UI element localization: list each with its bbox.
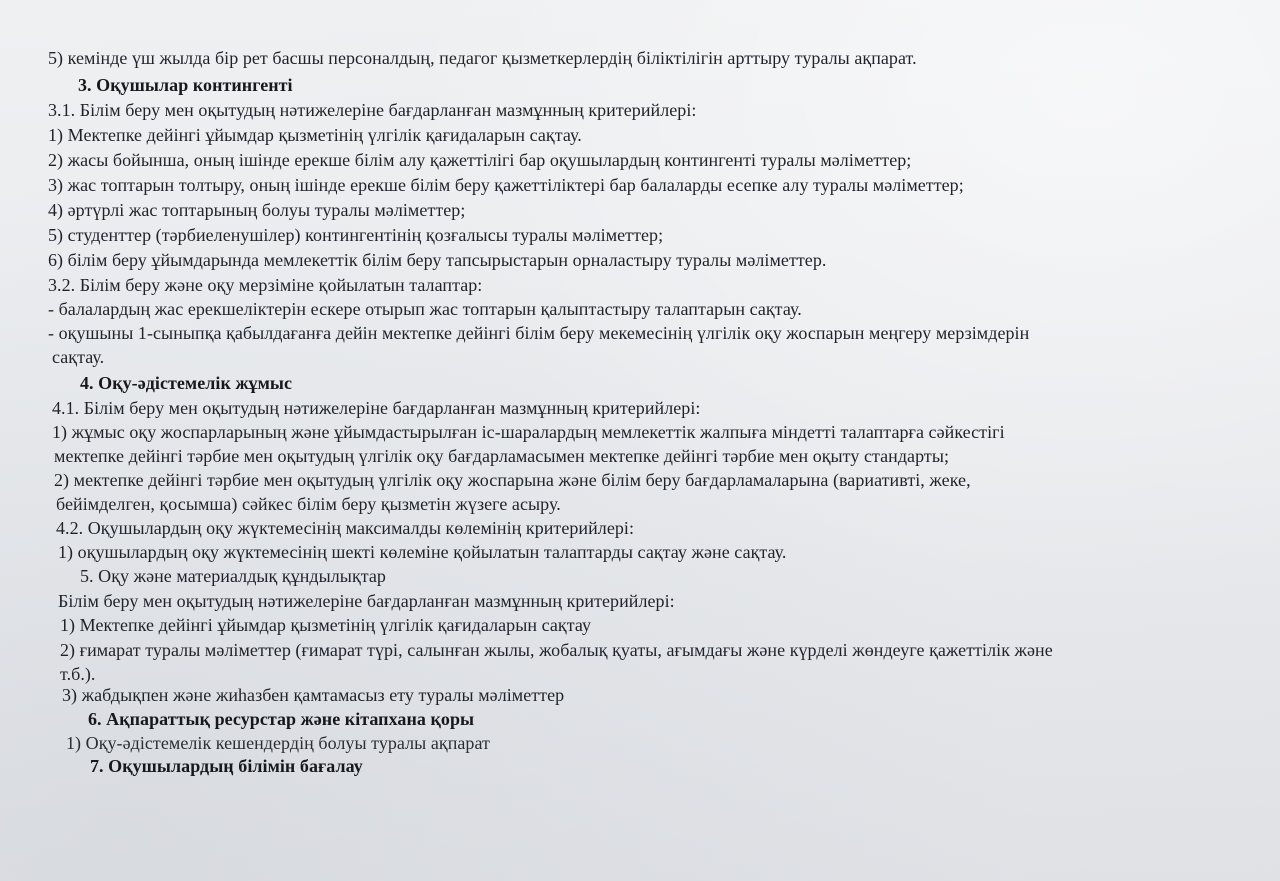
text-line: сақтау. (52, 347, 105, 367)
text-line: 1) оқушылардың оқу жүктемесінің шекті көлеміне қойылатын талаптарды сақтау және сақтау. (58, 542, 787, 562)
section-heading-6: 6. Ақпараттық ресурстар және кітапхана қоры (88, 709, 475, 729)
section-heading-7: 7. Оқушылардың білімін бағалау (90, 756, 363, 776)
text-line: мектепке дейінгі тәрбие мен оқытудың үлгілік оқу бағдарламасымен мектепке дейінгі тәрбие мен оқыту стандарты; (54, 446, 950, 466)
subsection-heading-3-1: 3.1. Білім беру мен оқытудың нәтижелеріне бағдарланған мазмұнның критерийлері: (48, 100, 697, 120)
text-line: 5) кемінде үш жылда бір рет басшы персоналдың, педагог қызметкерлердің біліктілігін арттыру туралы ақпарат. (48, 48, 917, 68)
text-line: Білім беру мен оқытудың нәтижелеріне бағдарланған мазмұнның критерийлері: (58, 591, 675, 611)
text-line: 1) Оқу-әдістемелік кешендердің болуы туралы ақпарат (66, 733, 490, 753)
text-line: 2) жасы бойынша, оның ішінде ерекше білім алу қажеттілігі бар оқушылардың контингенті туралы мәліметтер; (48, 150, 912, 170)
section-heading-4: 4. Оқу-әдістемелік жұмыс (80, 373, 293, 393)
text-line: 5) студенттер (тәрбиеленушілер) контингентінің қозғалысы туралы мәліметтер; (48, 225, 664, 245)
text-line: 1) Мектепке дейінгі ұйымдар қызметінің үлгілік қағидаларын сақтау. (48, 125, 582, 145)
text-line: 2) мектепке дейінгі тәрбие мен оқытудың үлгілік оқу жоспарына және білім беру бағдарламаларына (вариативті, жеке, (54, 470, 971, 490)
subsection-heading-4-2: 4.2. Оқушылардың оқу жүктемесінің максималды көлемінің критерийлері: (56, 518, 635, 538)
text-line: 3) жас топтарын толтыру, оның ішінде ерекше білім беру қажеттіліктері бар балаларды есепке алу туралы мәліметтер; (48, 175, 964, 195)
text-line: 4) әртүрлі жас топтарының болуы туралы мәліметтер; (48, 200, 466, 220)
text-line: 1) жұмыс оқу жоспарларының және ұйымдастырылған іс-шаралардың мемлекеттік жалпыға міндетті талаптарға сәйкестігі (52, 422, 1005, 442)
text-line: - балалардың жас ерекшеліктерін ескере отырып жас топтарын қалыптастыру талаптарын сақтау. (48, 299, 802, 319)
subsection-heading-4-1: 4.1. Білім беру мен оқытудың нәтижелеріне бағдарланған мазмұнның критерийлері: (52, 398, 701, 418)
text-line: 2) ғимарат туралы мәліметтер (ғимарат түрі, салынған жылы, жобалық қуаты, ағымдағы және күрделі жөндеуге қажеттілік және (60, 640, 1053, 660)
text-line: бейімделген, қосымша) сәйкес білім беру қызметін жүзеге асыру. (56, 494, 561, 514)
text-line: 3) жабдықпен және жиһазбен қамтамасыз ету туралы мәліметтер (62, 685, 565, 705)
text-line: 1) Мектепке дейінгі ұйымдар қызметінің үлгілік қағидаларын сақтау (60, 615, 592, 635)
text-line: т.б.). (60, 664, 96, 684)
text-line: - оқушыны 1-сыныпқа қабылдағанға дейін мектепке дейінгі білім беру мекемесінің үлгілік оқу жоспарын меңгеру мерзімдерін (48, 323, 1030, 343)
section-heading-5: 5. Оқу және материалдық құндылықтар (80, 566, 386, 586)
section-heading-3: 3. Оқушылар контингенті (78, 75, 293, 95)
text-line: 6) білім беру ұйымдарында мемлекеттік білім беру тапсырыстарын орналастыру туралы мәліметтер. (48, 250, 827, 270)
subsection-heading-3-2: 3.2. Білім беру және оқу мерзіміне қойылатын талаптар: (48, 275, 483, 295)
